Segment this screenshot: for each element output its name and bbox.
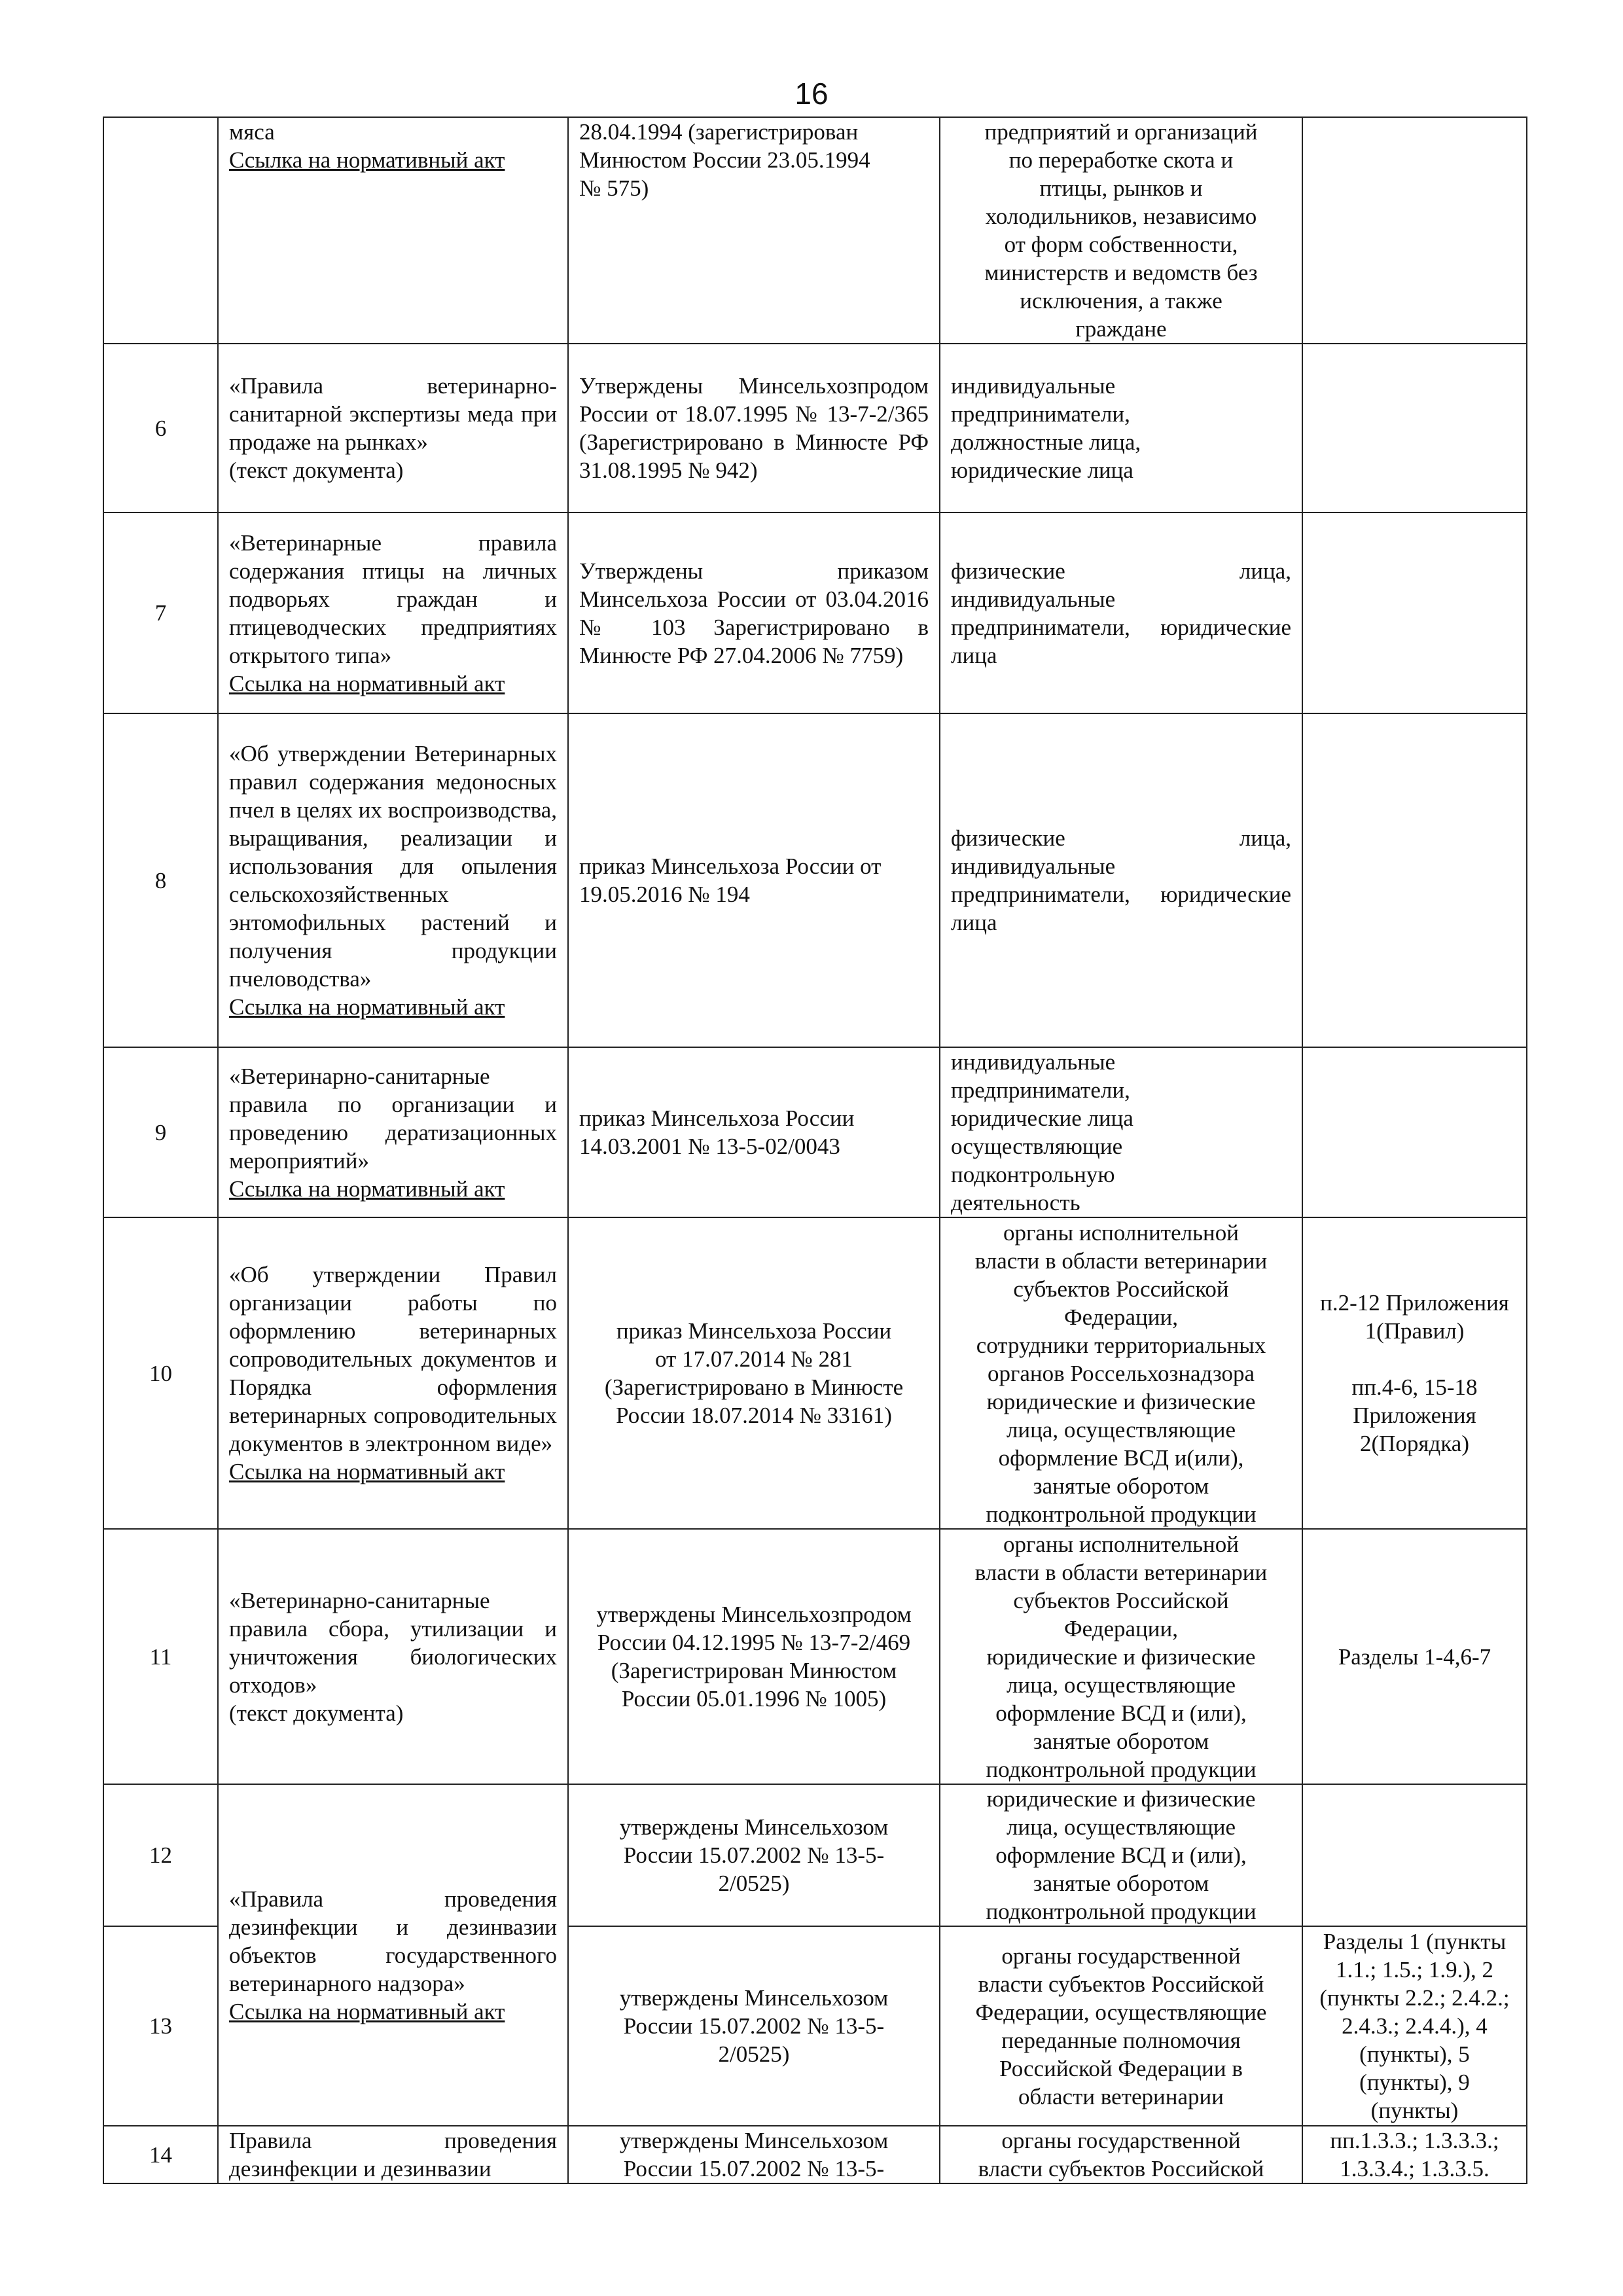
subjects-cell (940, 713, 1302, 1047)
row-number (103, 117, 218, 344)
subjects-text: органы государственной власти субъектов Российской (978, 2128, 1264, 2181)
row-number: 8 (103, 713, 218, 1047)
subjects-text: физические лица, индивидуальные предприниматели, юридические лица (951, 825, 1291, 935)
row-number: 14 (103, 2126, 218, 2183)
table-row (103, 1784, 1527, 1926)
subjects-cell (940, 1926, 1302, 2126)
row-number: 9 (103, 1047, 218, 1217)
subjects-text: юридические и физические лица, осуществляющие оформление ВСД и (или), занятые оборотом подконтрольной продукции (986, 1786, 1257, 1924)
act-link[interactable]: Ссылка на нормативный акт (229, 147, 505, 173)
approval-text: утверждены Минсельхозом России 15.07.2002 № 13-5- 2/0525) (619, 1814, 889, 1896)
row-number: 13 (103, 1926, 218, 2126)
act-title: Правила проведения дезинфекции и дезинвазии (229, 2128, 557, 2181)
act-title: «Правила проведения дезинфекции и дезинвазии объектов государственного ветеринарного надзора» (229, 1886, 557, 1996)
approval-text: утверждены Минсельхозпродом России 04.12.1995 № 13-7-2/469 (Зарегистрирован Минюстом России 05.01.1996 № 1005) (596, 1602, 912, 1712)
table-row (103, 344, 1527, 512)
page-number: 16 (794, 77, 829, 111)
subjects-text: органы исполнительной власти в области ветеринарии субъектов Российской Федерации, сотрудники территориальных органов Россельхознадзора юридические и физические лица, осуществляющие оформление ВСД и(или), занятые оборотом подконтрольной продукции (974, 1219, 1268, 1527)
table-row (103, 713, 1527, 1047)
subjects-text: индивидуальные предприниматели, юридические лица осуществляющие подконтрольную деятельность (951, 1049, 1133, 1215)
table-row (103, 1529, 1527, 1784)
act-link[interactable]: Ссылка на нормативный акт (229, 1998, 505, 2024)
provisions-cell (1302, 1926, 1527, 2126)
approval-text: Утверждены приказом Минсельхоза России от 03.04.2016 № 103 Зарегистрировано в Минюсте РФ 27.04.2006 № 7759) (579, 558, 929, 668)
row-number: 10 (103, 1217, 218, 1529)
approval-cell (568, 1784, 940, 1926)
subjects-text: физические лица, индивидуальные предприниматели, юридические лица (951, 558, 1291, 668)
subjects-cell (940, 2126, 1302, 2183)
row-number: 7 (103, 512, 218, 713)
approval-cell (568, 713, 940, 1047)
table-row (103, 512, 1527, 713)
provisions-cell (1302, 1217, 1527, 1529)
approval-cell (568, 344, 940, 512)
act-title-cell (218, 1529, 568, 1784)
provisions-cell (1302, 2126, 1527, 2183)
provisions-cell: Разделы 1-4,6-7 (1302, 1529, 1527, 1784)
act-title: «Об утверждении Ветеринарных правил содержания медоносных пчел в целях их воспроизводства, выращивания, реализации и использования для опыления сельскохозяйственных энтомофильных растений и получения продукции пчеловодства» (229, 741, 557, 992)
approval-text: приказ Минсельхоза России 14.03.2001 № 13-5-02/0043 (579, 1105, 855, 1159)
provisions-cell (1302, 1784, 1527, 1926)
provisions-cell (1302, 713, 1527, 1047)
approval-cell (568, 1926, 940, 2126)
act-title-cell (218, 713, 568, 1047)
provisions-cell (1302, 1047, 1527, 1217)
act-title: «Ветеринарно-санитарные правила сбора, утилизации и уничтожения биологических отходов» (текст документа) (229, 1587, 557, 1726)
subjects-cell (940, 1529, 1302, 1784)
provisions-cell (1302, 512, 1527, 713)
approval-cell (568, 1529, 940, 1784)
subjects-cell (940, 1784, 1302, 1926)
subjects-text: органы исполнительной власти в области ветеринарии субъектов Российской Федерации, юридические и физические лица, осуществляющие оформление ВСД и (или), занятые оборотом подконтрольной продукции (974, 1531, 1268, 1782)
approval-text: 28.04.1994 (зарегистрирован Минюстом России 23.05.1994 № 575) (579, 119, 870, 201)
act-title-cell (218, 344, 568, 512)
provisions-text: п.2-12 Приложения 1(Правил) пп.4-6, 15-18 Приложения 2(Порядка) (1320, 1290, 1509, 1456)
act-title: мяса (229, 119, 275, 145)
act-link[interactable]: Ссылка на нормативный акт (229, 1459, 505, 1484)
act-title-cell (218, 512, 568, 713)
approval-text: приказ Минсельхоза России от 17.07.2014 № 281 (Зарегистрировано в Минюсте России 18.07.2014 № 33161) (604, 1318, 904, 1428)
subjects-text: предприятий и организаций по переработке скота и птицы, рынков и холодильников, независимо от форм собственности, министерств и ведомств без исключения, а также граждане (984, 119, 1258, 342)
provisions-cell (1302, 117, 1527, 344)
subjects-cell (940, 1217, 1302, 1529)
table-row (103, 1047, 1527, 1217)
subjects-cell (940, 117, 1302, 344)
table-row (103, 117, 1527, 344)
provisions-cell (1302, 344, 1527, 512)
approval-text: утверждены Минсельхозом России 15.07.2002 № 13-5- (619, 2128, 889, 2181)
act-title-cell (218, 2126, 568, 2183)
subjects-cell (940, 512, 1302, 713)
subjects-cell (940, 1047, 1302, 1217)
regulations-table (103, 117, 1527, 2184)
approval-cell (568, 1217, 940, 1529)
approval-text: утверждены Минсельхозом России 15.07.2002 № 13-5- 2/0525) (619, 1985, 889, 2067)
subjects-text: индивидуальные предприниматели, должностные лица, юридические лица (951, 373, 1141, 483)
approval-cell (568, 512, 940, 713)
act-link[interactable]: Ссылка на нормативный акт (229, 994, 505, 1020)
row-number: 12 (103, 1784, 218, 1926)
act-title: «Правила ветеринарно-санитарной экспертизы меда при продаже на рынках» (текст документа) (229, 373, 557, 483)
table-row (103, 1217, 1527, 1529)
act-title: «Ветеринарные правила содержания птицы на личных подворьях граждан и птицеводческих предприятиях открытого типа» (229, 529, 557, 668)
approval-cell (568, 2126, 940, 2183)
act-title-cell (218, 1217, 568, 1529)
row-number: 6 (103, 344, 218, 512)
subjects-cell (940, 344, 1302, 512)
act-title: «Ветеринарно-санитарные правила по организации и проведению дератизационных мероприятий» (229, 1063, 557, 1174)
provisions-text: пп.1.3.3.; 1.3.3.3.; 1.3.3.4.; 1.3.3.5. (1330, 2128, 1499, 2181)
row-number: 11 (103, 1529, 218, 1784)
approval-text: Утверждены Минсельхозпродом России от 18.07.1995 № 13-7-2/365 (Зарегистрировано в Минюсте РФ 31.08.1995 № 942) (579, 373, 929, 483)
subjects-text: органы государственной власти субъектов Российской Федерации, осуществляющие переданные полномочия Российской Федерации в области ветеринарии (975, 1943, 1267, 2109)
approval-text: приказ Минсельхоза России от 19.05.2016 № 194 (579, 853, 882, 907)
approval-cell (568, 1047, 940, 1217)
provisions-text: Разделы 1 (пункты 1.1.; 1.5.; 1.9.), 2 (пункты 2.2.; 2.4.2.; 2.4.3.; 2.4.4.), 4 (пункты), 5 (пункты), 9 (пункты) (1319, 1929, 1510, 2123)
act-link[interactable]: Ссылка на нормативный акт (229, 1175, 505, 1202)
act-link[interactable]: Ссылка на нормативный акт (229, 670, 505, 696)
act-title-cell (218, 1784, 568, 2126)
table-row (103, 2126, 1527, 2183)
act-title: «Об утверждении Правил организации работы по оформлению ветеринарных сопроводительных документов и Порядка оформления ветеринарных сопроводительных документов в электронном виде» (229, 1262, 557, 1456)
approval-cell (568, 117, 940, 344)
act-title-cell (218, 117, 568, 344)
act-title-cell (218, 1047, 568, 1217)
